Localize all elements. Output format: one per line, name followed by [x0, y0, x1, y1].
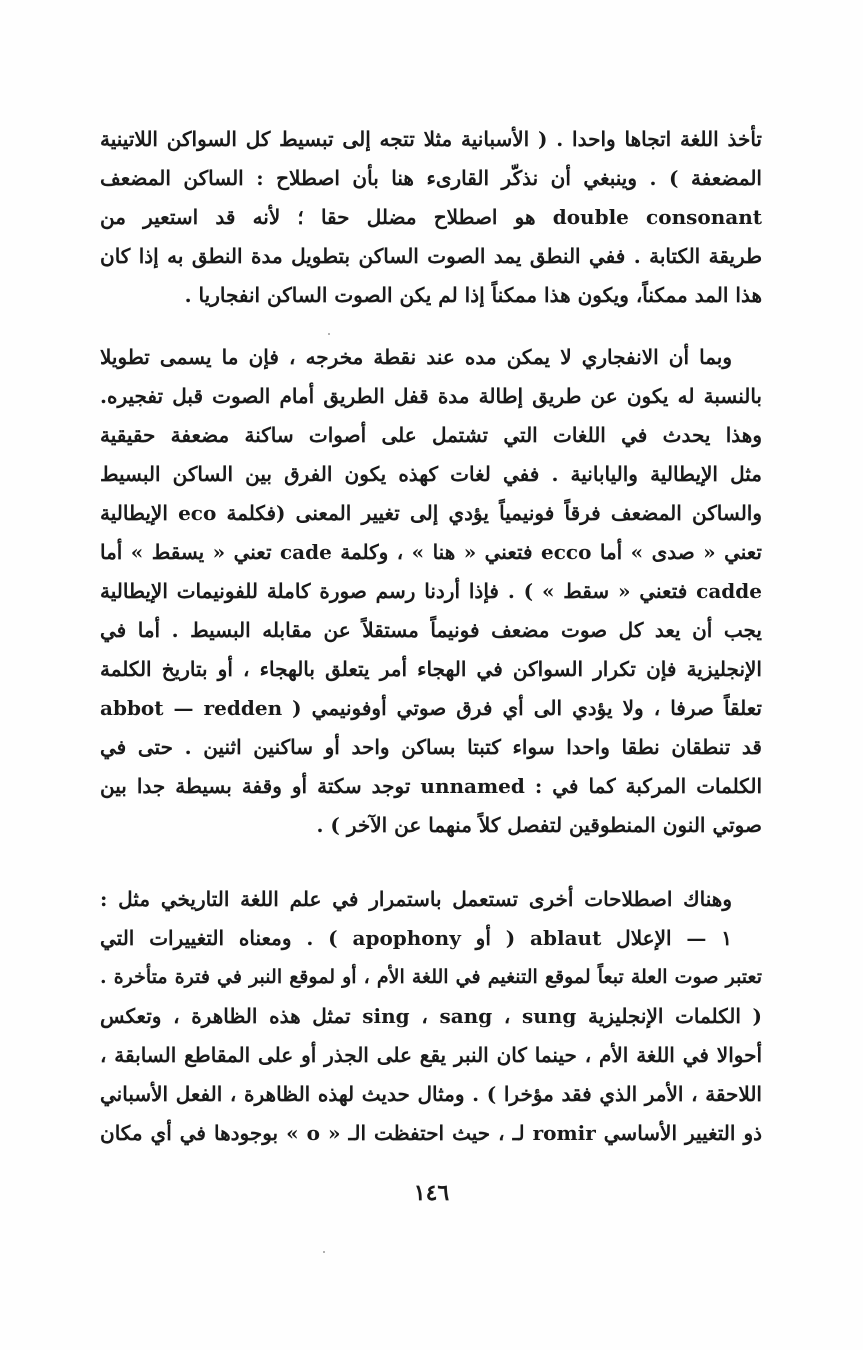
- text-line: أحوالا في اللغة الأم ، حينما كان النبر يقع على الجذر أو على المقاطع السابقة ،: [100, 1043, 762, 1067]
- text-line: قد تنطقان نطقا واحدا سواء كتبتا بساكن واحد أو ساكنين اثنين . حتى في: [100, 735, 762, 759]
- text-line: المضعفة ) . وينبغي أن نذكّر القارىء هنا بأن اصطلاح : الساكن المضعف: [100, 166, 762, 190]
- text-line: تعلقاً صرفا ، ولا يؤدي الى أي فرق صوتي أوفونيمي ( abbot — redden: [100, 696, 762, 720]
- text-line: اللاحقة ، الأمر الذي فقد مؤخرا ) . ومثال حديث لهذه الظاهرة ، الفعل الأسباني: [100, 1082, 762, 1106]
- text-line: يجب أن يعد كل صوت مضعف فونيماً مستقلاً عن مقابله البسيط . أما في: [100, 618, 762, 642]
- paragraph-2: [100, 338, 762, 845]
- text-line: وبما أن الانفجاري لا يمكن مده عند نقطة مخرجه ، فإن ما يسمى تطويلا: [100, 345, 732, 369]
- text-line: طريقة الكتابة . ففي النطق يمد الصوت الساكن بتطويل مدة النطق به إذا كان: [100, 244, 762, 268]
- text-line: ذو التغيير الأساسي romir لـ ، حيث احتفظت الـ « o » بوجودها في أي مكان: [100, 1121, 762, 1145]
- text-line: وهناك اصطلاحات أخرى تستعمل باستمرار في علم اللغة التاريخي مثل :: [100, 887, 732, 911]
- text-line: صوتي النون المنطوقين لتفصل كلاً منهما عن الآخر ) .: [316, 813, 762, 837]
- paragraph-3: [100, 880, 762, 1153]
- paragraph-1: [100, 120, 762, 315]
- page-number: ١٤٦: [413, 1180, 450, 1206]
- scan-speck: [328, 333, 330, 335]
- text-line: والساكن المضعف فرقاً فونيمياً يؤدي إلى تغيير المعنى (فكلمة eco الإيطالية: [100, 501, 762, 525]
- text-line: هذا المد ممكناً، ويكون هذا ممكناً إذا لم يكن الصوت الساكن انفجاريا .: [184, 283, 762, 307]
- text-line: cadde فتعني « سقط » ) . فإذا أردنا رسم صورة كاملة للفونيمات الإيطالية: [100, 579, 762, 603]
- text-line: ( الكلمات الإنجليزية sing ، sang ، sung تمثل هذه الظاهرة ، وتعكس: [100, 1004, 762, 1028]
- text-line: الإنجليزية فإن تكرار السواكن في الهجاء أمر يتعلق بالهجاء ، أو بتاريخ الكلمة: [100, 657, 762, 681]
- text-line: وهذا يحدث في اللغات التي تشتمل على أصوات ساكنة مضعفة حقيقية: [100, 423, 762, 447]
- text-line: تأخذ اللغة اتجاها واحدا . ( الأسبانية مثلا تتجه إلى تبسيط كل السواكن اللاتينية: [100, 127, 762, 151]
- text-line: مثل الإيطالية واليابانية . ففي لغات كهذه يكون الفرق بين الساكن البسيط: [100, 462, 762, 486]
- scan-speck: [323, 1251, 325, 1253]
- text-line: تعني « صدى » أما ecco فتعني « هنا » ، وكلمة cade تعني « يسقط » أما: [100, 540, 762, 564]
- text-line: بالنسبة له يكون عن طريق إطالة مدة قفل الطريق أمام الصوت قبل تفجيره.: [100, 384, 762, 408]
- text-line: تعتبر صوت العلة تبعاً لموقع التنغيم في اللغة الأم ، أو لموقع النبر في فترة متأخرة .: [100, 966, 762, 988]
- text-line: double consonant هو اصطلاح مضلل حقا ؛ لأنه قد استعير من: [100, 205, 762, 229]
- text-line: ١ — الإعلال ablaut ( أو apophony ) . ومعناه التغييرات التي: [100, 926, 732, 950]
- text-line: الكلمات المركبة كما في : unnamed توجد سكتة أو وقفة بسيطة جدا بين: [100, 774, 762, 798]
